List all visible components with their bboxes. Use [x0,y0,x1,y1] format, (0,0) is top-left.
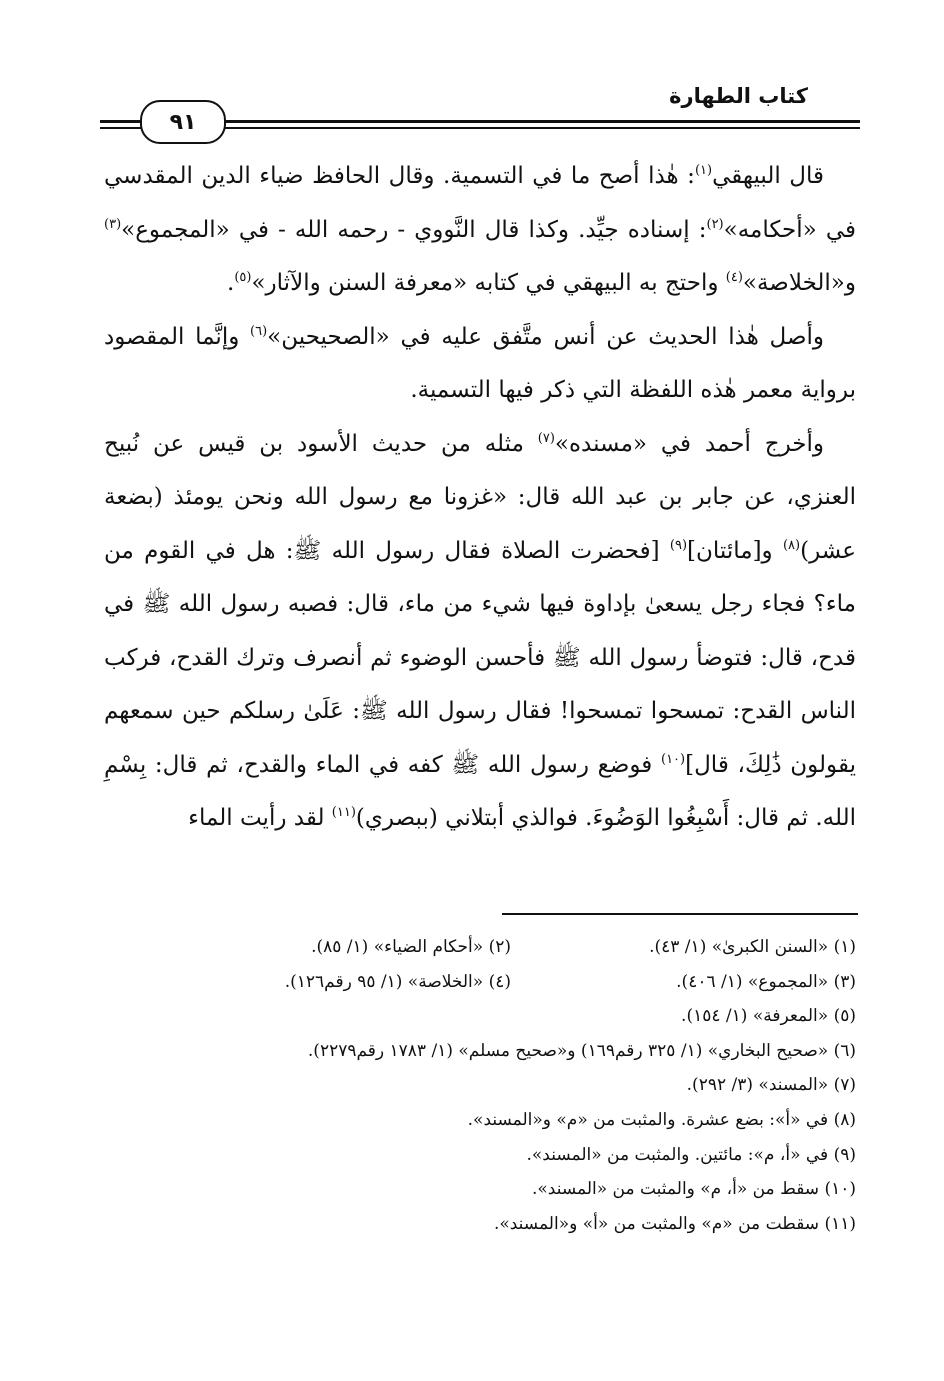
footnote-ref: (٦) [250,323,268,339]
footnote-2: (٢) «أحكام الضياء» (١/ ٨٥). [311,937,511,957]
footnote-ref: (١٠) [661,751,686,767]
text-run: . [227,270,235,296]
footnote-8: (٨) في «أ»: بضع عشرة. والمثبت من «م» و«المسند». [467,1109,856,1130]
footnote-9: (٩) في «أ، م»: مائتين. والمثبت من «المسند». [526,1144,856,1165]
text-run: واحتج به البيهقي في كتابه «معرفة السنن والآثار» [251,270,726,296]
text-run: وإنَّما المقصود برواية معمر هٰذه اللفظة التي ذكر فيها التسمية. [104,323,856,403]
text-run: وأخرج أحمد في «مسنده» [554,430,824,457]
footnote-11: (١١) سقطت من «م» والمثبت من «أ» و«المسند». [493,1213,856,1234]
footnote-ref: (١١) [331,805,356,820]
footnote-separator [502,913,858,915]
footnote-ref: (١) [694,163,713,178]
footnote-row [104,965,856,1000]
text-run: : هٰذا أصح ما في التسمية. وقال الحافظ ضياء الدين المقدسي في «أحكامه» [104,163,856,243]
footnote-7: (٧) «المسند» (٣/ ٢٩٢). [686,1075,856,1096]
footnote-5: (٥) «المعرفة» (١/ ١٥٤). [681,1006,856,1027]
text-run: قال البيهقي [712,163,824,189]
running-title: كتاب الطهارة [669,84,808,108]
footnote-row [104,930,856,965]
footnotes [104,930,856,1241]
footnote-6: (٦) «صحيح البخاري» (١/ ٣٢٥ رقم١٦٩) و«صحيح مسلم» (١/ ١٧٨٣ رقم٢٢٧٩). [307,1040,856,1061]
text-run: فوضع رسول الله ﷺ كفه في الماء والقدح، ثم قال: بِسْمِ الله. ثم قال: أَسْبِغُوا الوَضُوءَ. فوالذي أبتلاني (ببصري) [104,751,856,831]
footnote-ref: (٢) [706,216,724,232]
text-run: [فحضرت الصلاة فقال رسول الله ﷺ: هل في القوم من ماء؟ فجاء رجل يسعىٰ بإداوة فيها شيء من ماء، قال: فصبه رسول الله ﷺ في قدح، قال: فتوضأ رسول الله ﷺ فأحسن الوضوء ثم أنصرف وترك القدح، فركب الناس القدح: تمسحوا تمسحوا! فقال رسول الله ﷺ: عَلَىٰ رسلكم حين سمعهم يقولون ذَٰلِكَ، قال] [104,537,856,778]
paragraph-1 [104,150,856,311]
page-header [100,80,860,140]
footnote-4: (٤) «الخلاصة» (١/ ٩٥ رقم١٢٦). [284,971,511,992]
footnote-ref: (٥) [234,270,252,285]
text-run: : إسناده جيِّد. وكذا قال النَّووي - رحمه الله - في «المجموع» [121,216,707,243]
main-text [104,150,856,846]
footnote-3: (٣) «المجموع» (١/ ٤٠٦). [676,971,856,992]
footnote-10: (١٠) سقط من «أ، م» والمثبت من «المسند». [531,1179,856,1200]
text-run: مثله من حديث الأسود بن قيس عن نُبيح العنزي، عن جابر بن عبد الله قال: «غزونا مع رسول الله ونحن يومئذ (بضعة عشر) [104,430,856,564]
text-run: و[مائتان] [687,537,783,564]
footnote-ref: (٧) [537,430,555,446]
text-run: وأصل هٰذا الحديث عن أنس متَّفق عليه في «الصحيحين» [267,323,824,350]
paragraph-2 [104,311,856,418]
footnote-ref: (٨) [782,537,801,553]
paragraph-3 [104,418,856,846]
footnote-1: (١) «السنن الكبرىٰ» (١/ ٤٣). [649,937,856,957]
footnote-ref: (٩) [669,537,688,553]
page-number: ٩١ [140,100,226,144]
text-run: و«الخلاصة» [742,270,856,296]
footnote-ref: (٤) [725,270,743,285]
footnote-ref: (٣) [104,216,122,232]
text-run: لقد رأيت الماء [188,805,332,831]
